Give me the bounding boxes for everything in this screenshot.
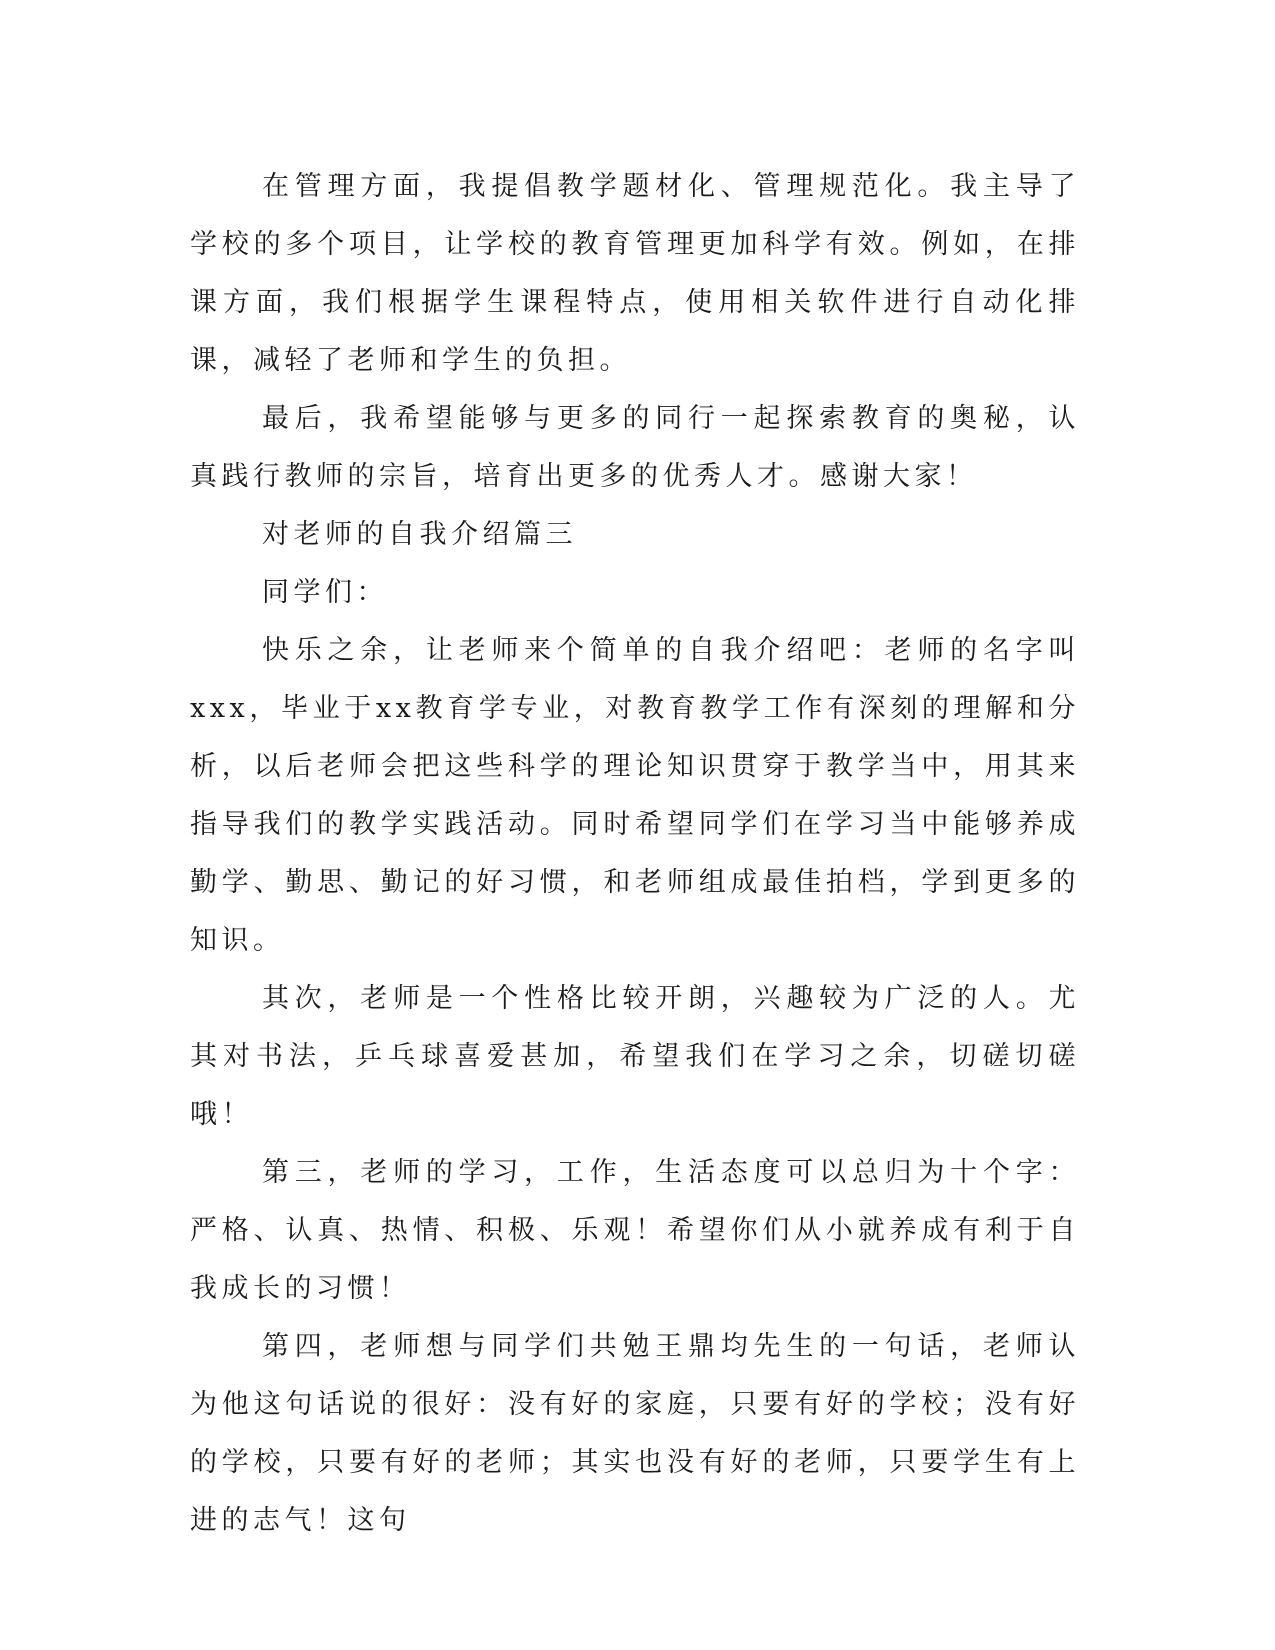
paragraph-closing: 最后，我希望能够与更多的同行一起探索教育的奥秘，认真践行教师的宗旨，培育出更多的优秀人才。感谢大家！	[190, 403, 1080, 492]
paragraph-introduction: 快乐之余，让老师来个简单的自我介绍吧：老师的名字叫xxx，毕业于xx教育学专业，对教育教学工作有深刻的理解和分析，以后老师会把这些科学的理论知识贯穿于教学当中，用其来指导我们的教学实践活动。同时希望同学们在学习当中能够养成勤学、勤思、勤记的好习惯，和老师组成最佳拍档，学到更多的知识。	[190, 635, 1080, 956]
paragraph-second: 其次，老师是一个性格比较开朗，兴趣较为广泛的人。尤其对书法，乒乓球喜爱甚加，希望我们在学习之余，切磋切磋哦！	[190, 983, 1080, 1130]
section-title: 对老师的自我介绍篇三	[262, 519, 577, 550]
salutation: 同学们：	[262, 577, 388, 608]
paragraph-fourth: 第四，老师想与同学们共勉王鼎均先生的一句话，老师认为他这句话说的很好：没有好的家庭，只要有好的学校；没有好的学校，只要有好的老师；其实也没有好的老师，只要学生有上进的志气！这句	[190, 1331, 1080, 1536]
paragraph-management: 在管理方面，我提倡教学题材化、管理规范化。我主导了学校的多个项目，让学校的教育管理更加科学有效。例如，在排课方面，我们根据学生课程特点，使用相关软件进行自动化排课，减轻了老师和学生的负担。	[190, 171, 1080, 376]
paragraph-third: 第三，老师的学习，工作，生活态度可以总归为十个字：严格、认真、热情、积极、乐观！希望你们从小就养成有利于自我成长的习惯！	[190, 1157, 1080, 1304]
document-body	[190, 158, 1080, 1550]
